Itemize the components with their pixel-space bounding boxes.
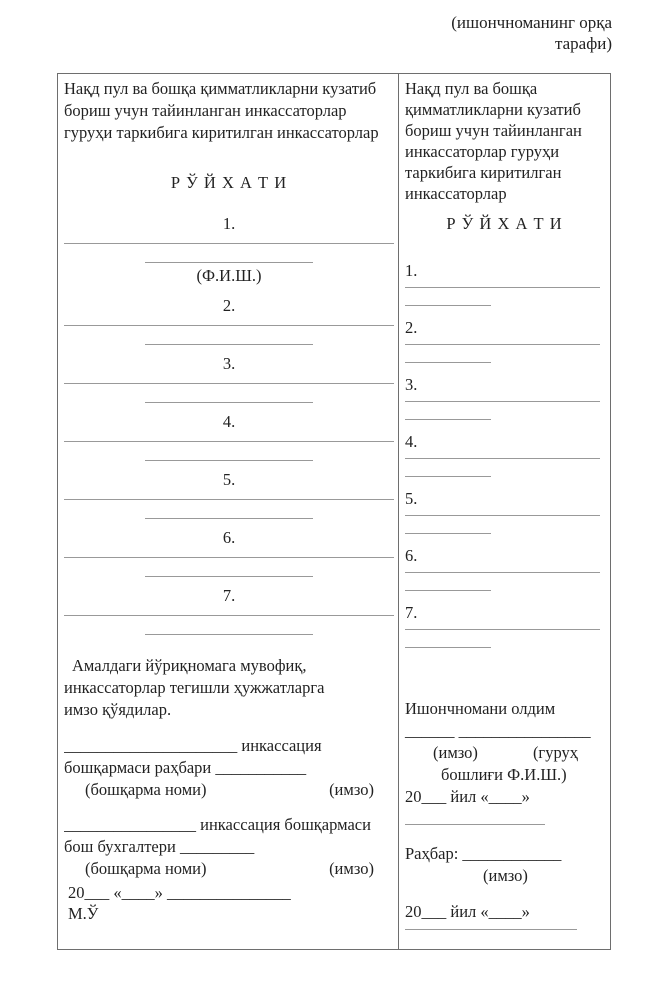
- header-line: бориш учун тайинланган инкассаторлар: [64, 101, 347, 120]
- date-row: 20___ йил «____»: [405, 787, 530, 806]
- fill-line: [145, 634, 313, 635]
- instruction-line: имзо қўядилар.: [64, 700, 172, 719]
- collectors-list-right: [405, 260, 604, 648]
- signature-line: ________________ инкассация бошқармаси: [64, 815, 371, 834]
- department-name-label: (бошқарма номи): [85, 780, 207, 799]
- fill-line: [64, 383, 394, 384]
- list-item: [405, 260, 604, 306]
- signature-label: (имзо): [329, 859, 374, 878]
- item-number: 4.: [405, 432, 418, 451]
- fill-line: [405, 362, 491, 363]
- fill-line: [145, 460, 313, 461]
- fill-line: [405, 824, 545, 825]
- list-item: [64, 213, 394, 287]
- seal-label: М.Ў: [68, 904, 99, 923]
- item-number: 2.: [222, 296, 236, 315]
- header-line: Нақд пул ва бошқа: [405, 79, 538, 98]
- header-line: инкассаторлар: [405, 184, 507, 203]
- fill-line: [405, 419, 491, 420]
- fio-label: (Ф.И.Ш.): [196, 266, 262, 285]
- fill-line: [145, 344, 313, 345]
- header-line: инкассаторлар гуруҳи: [405, 142, 560, 161]
- list-title: Р Ў Й Х А Т И: [170, 173, 288, 192]
- instruction-paragraph: [64, 655, 394, 721]
- fill-line: [405, 647, 491, 648]
- fill-line: [405, 401, 600, 402]
- instruction-line: Амалдаги йўриқномага мувофиқ,: [72, 656, 307, 675]
- list-item: [64, 295, 394, 345]
- item-number: 5.: [222, 470, 236, 489]
- right-column: [399, 74, 610, 949]
- item-number: 2.: [405, 318, 418, 337]
- fill-line: [64, 557, 394, 558]
- header-line: бориш учун тайинланган: [405, 121, 582, 140]
- list-item: [64, 353, 394, 403]
- signature-block-head-of-collection: [64, 735, 394, 801]
- item-number: 5.: [405, 489, 418, 508]
- item-number: 6.: [222, 528, 236, 547]
- fill-line: [64, 499, 394, 500]
- item-number: 1.: [222, 214, 236, 233]
- list-item: [64, 411, 394, 461]
- signature-labels: [64, 779, 394, 801]
- list-item: [405, 545, 604, 591]
- list-title: Р Ў Й Х А Т И: [446, 214, 563, 233]
- fill-line: [405, 929, 577, 930]
- item-number: 3.: [405, 375, 418, 394]
- collectors-list-left: [64, 213, 394, 635]
- fill-line: [405, 287, 600, 288]
- received-statement: Ишончномани олдим: [405, 699, 556, 718]
- list-item: [405, 374, 604, 420]
- leader-signature-row: Раҳбар: ____________: [405, 844, 562, 863]
- item-number: 1.: [405, 261, 418, 280]
- fill-line: [405, 515, 600, 516]
- signature-label: (имзо): [433, 743, 478, 762]
- fill-line: [64, 441, 394, 442]
- list-item: [64, 585, 394, 635]
- item-number: 7.: [405, 603, 418, 622]
- fill-line: [405, 533, 491, 534]
- date-row: 20___ «____» _______________: [68, 883, 291, 902]
- signature-labels: [64, 858, 394, 880]
- form-table: [57, 73, 611, 950]
- list-item: [405, 488, 604, 534]
- left-column-header: [64, 78, 394, 144]
- header-line: қимматликларни кузатиб: [405, 100, 581, 119]
- fill-line: [64, 615, 394, 616]
- right-column-header: [405, 78, 604, 204]
- instruction-line: инкассаторлар тегишли ҳужжатларга: [64, 678, 325, 697]
- signature-label: (имзо): [329, 780, 374, 799]
- date-row: 20___ йил «____»: [405, 902, 530, 921]
- fill-line: [405, 458, 600, 459]
- fill-line: [405, 344, 600, 345]
- signature-labels-row: [405, 742, 604, 764]
- fill-line: [405, 629, 600, 630]
- signature-line: бош бухгалтери _________: [64, 837, 255, 856]
- fill-line: [405, 305, 491, 306]
- fill-line: [145, 576, 313, 577]
- list-item: [405, 317, 604, 363]
- left-column: [58, 74, 399, 949]
- group-leader-label: (гуруҳ: [532, 743, 578, 762]
- fill-line: [145, 402, 313, 403]
- fill-line: [145, 518, 313, 519]
- item-number: 3.: [222, 354, 236, 373]
- item-number: 7.: [222, 586, 236, 605]
- header-line: Нақд пул ва бошқа қимматликларни кузатиб: [64, 79, 377, 98]
- signature-line: _____________________ инкассация: [64, 736, 322, 755]
- signature-blank-row: ______ ________________: [405, 721, 591, 740]
- group-leader-label-line2: бошлиғи Ф.И.Ш.): [441, 765, 567, 784]
- fill-line: [405, 476, 491, 477]
- signature-block-chief-accountant: [64, 814, 394, 880]
- fill-line: [405, 572, 600, 573]
- item-number: 4.: [222, 412, 236, 431]
- list-item: [64, 527, 394, 577]
- corner-note: (ишончноманинг орқа тарафи): [451, 13, 612, 53]
- list-item: [405, 602, 604, 648]
- signature-line: бошқармаси раҳбари ___________: [64, 758, 307, 777]
- fill-line: [405, 590, 491, 591]
- fill-line: [64, 243, 394, 244]
- department-name-label: (бошқарма номи): [85, 859, 207, 878]
- fill-line: [64, 325, 394, 326]
- header-line: гуруҳи таркибига киритилган инкассаторлар: [64, 123, 379, 142]
- header-line: таркибига киритилган: [405, 163, 562, 182]
- fill-line: [145, 262, 313, 263]
- signature-label: (имзо): [483, 866, 528, 885]
- list-item: [405, 431, 604, 477]
- item-number: 6.: [405, 546, 418, 565]
- list-item: [64, 469, 394, 519]
